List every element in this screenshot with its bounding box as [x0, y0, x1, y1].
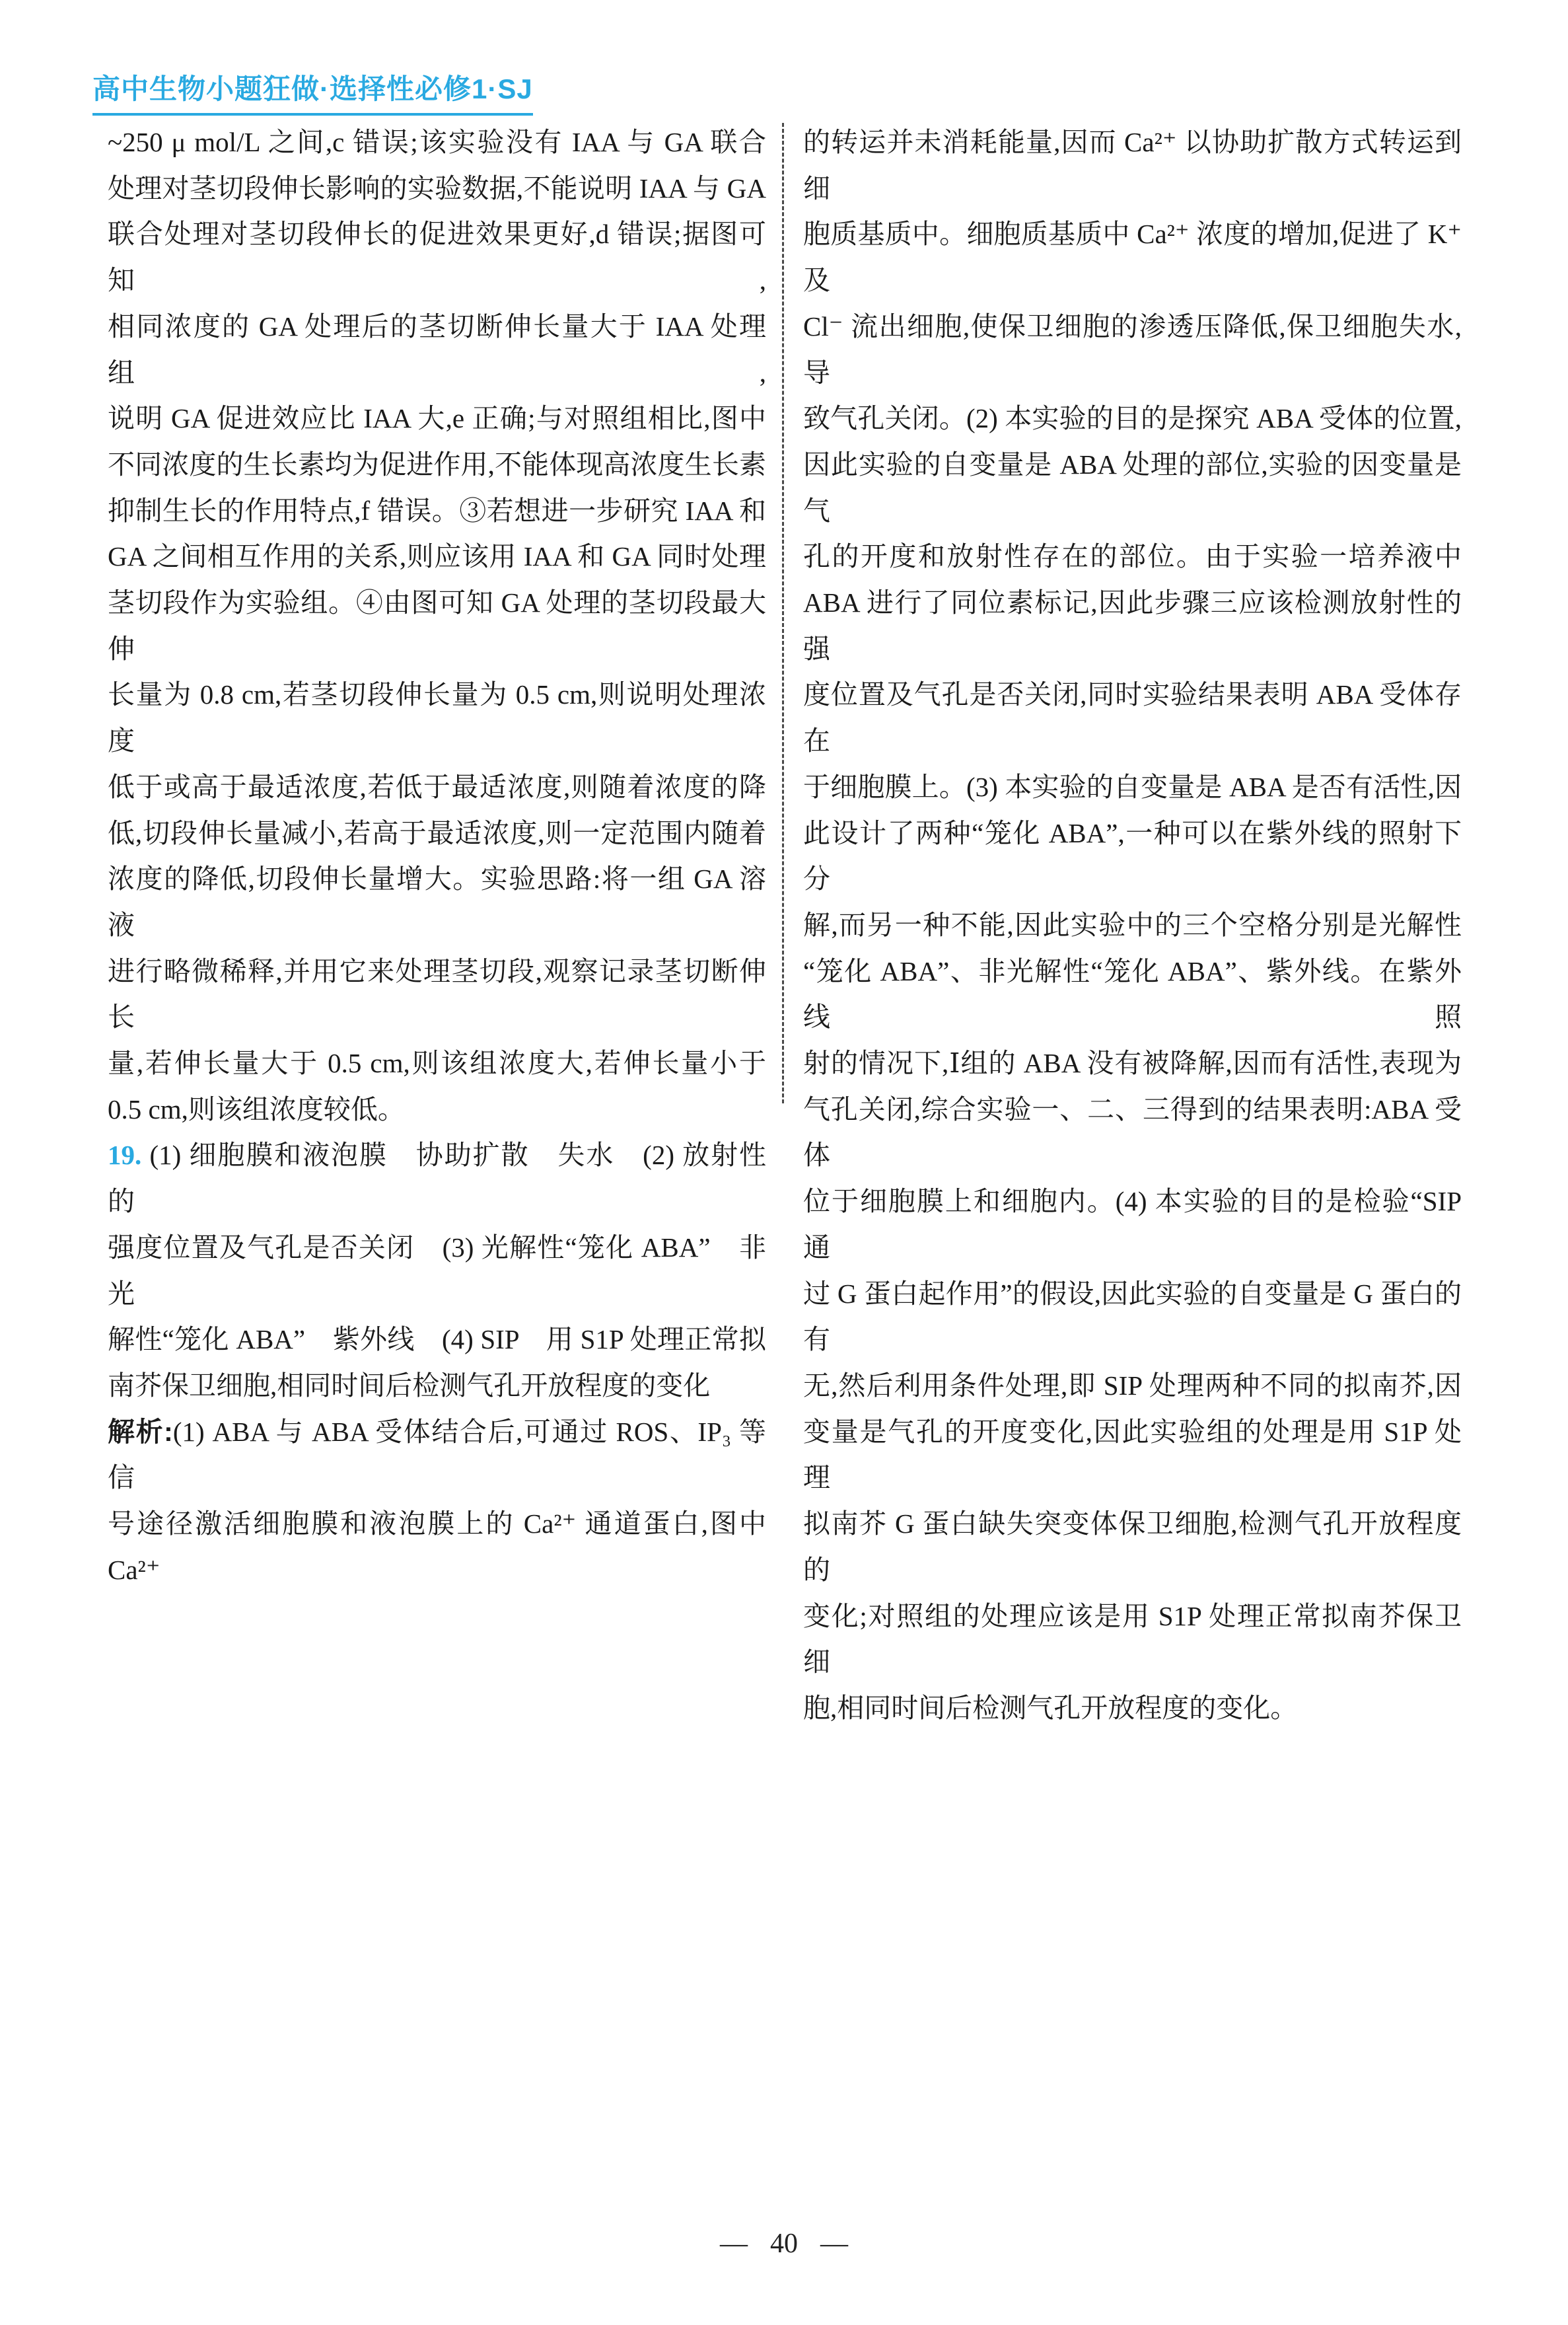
text-line: 的转运并未消耗能量,因而 Ca²⁺ 以协助扩散方式转运到细 — [803, 127, 1462, 203]
text-line: 抑制生长的作用特点,f 错误。③若想进一步研究 IAA 和 — [108, 495, 766, 526]
text-line: 因此实验的自变量是 ABA 处理的部位,实验的因变量是气 — [803, 449, 1462, 526]
text-line: 量,若伸长量大于 0.5 cm,则该组浓度大,若伸长量小于 — [108, 1048, 766, 1079]
text-line: 孔的开度和放射性存在的部位。由于实验一培养液中 — [803, 541, 1462, 572]
text-line: 此设计了两种“笼化 ABA”,一种可以在紫外线的照射下分 — [803, 817, 1462, 895]
left-column — [108, 120, 766, 1594]
text-line: 度位置及气孔是否关闭,同时实验结果表明 ABA 受体存在 — [803, 679, 1462, 757]
text-line: 拟南芥 G 蛋白缺失突变体保卫细胞,检测气孔开放程度的 — [803, 1508, 1462, 1585]
text-line: 胞质基质中。细胞质基质中 Ca²⁺ 浓度的增加,促进了 K⁺ 及 — [803, 219, 1462, 296]
text-line: 不同浓度的生长素均为促进作用,不能体现高浓度生长素 — [108, 449, 766, 480]
text-line: 无,然后利用条件处理,即 SIP 处理两种不同的拟南芥,因 — [803, 1370, 1462, 1401]
column-divider — [782, 123, 784, 1103]
text-line: 处理对茎切段伸长影响的实验数据,不能说明 IAA 与 GA — [108, 172, 766, 203]
text-line: 南芥保卫细胞,相同时间后检测气孔开放程度的变化 — [108, 1370, 711, 1401]
text-line: 联合处理对茎切段伸长的促进效果更好,d 错误;据图可知, — [108, 219, 766, 296]
text-line: GA 之间相互作用的关系,则应该用 IAA 和 GA 同时处理 — [108, 541, 766, 572]
text-line: 号途径激活细胞膜和液泡膜上的 Ca²⁺ 通道蛋白,图中 Ca²⁺ — [108, 1508, 766, 1585]
footer-page-number: 40 — [770, 2229, 798, 2259]
text-line: 长量为 0.8 cm,若茎切段伸长量为 0.5 cm,则说明处理浓度 — [108, 679, 766, 757]
text-line: 解,而另一种不能,因此实验中的三个空格分别是光解性 — [803, 909, 1462, 940]
text-line: “笼化 ABA”、非光解性“笼化 ABA”、紫外线。在紫外线照 — [803, 955, 1462, 1033]
text-line: 过 G 蛋白起作用”的假设,因此实验的自变量是 G 蛋白的有 — [803, 1278, 1462, 1355]
text-line: 位于细胞膜上和细胞内。(4) 本实验的目的是检验“SIP 通 — [803, 1186, 1462, 1263]
text-line: 变化;对照组的处理应该是用 S1P 处理正常拟南芥保卫细 — [803, 1600, 1462, 1678]
text-line: 解析:(1) ABA 与 ABA 受体结合后,可通过 ROS、IP₃ 等信 — [108, 1416, 767, 1493]
text-line: 进行略微稀释,并用它来处理茎切段,观察记录茎切断伸长 — [108, 955, 766, 1033]
text-line: 致气孔关闭。(2) 本实验的目的是探究 ABA 受体的位置, — [803, 403, 1462, 434]
text-line: Cl⁻ 流出细胞,使保卫细胞的渗透压降低,保卫细胞失水,导 — [803, 311, 1462, 388]
text-line: 强度位置及气孔是否关闭 (3) 光解性“笼化 ABA” 非光 — [108, 1232, 766, 1309]
text-line: 浓度的降低,切段伸长量增大。实验思路:将一组 GA 溶液 — [108, 864, 766, 940]
text-line: 0.5 cm,则该组浓度较低。 — [108, 1093, 405, 1125]
question-number: 19. — [108, 1140, 150, 1171]
text-line: ~250 μ mol/L 之间,c 错误;该实验没有 IAA 与 GA 联合 — [108, 127, 766, 157]
text-line: 茎切段作为实验组。④由图可知 GA 处理的茎切段最大伸 — [108, 587, 766, 664]
text-line: ABA 进行了同位素标记,因此步骤三应该检测放射性的强 — [803, 587, 1462, 664]
text-line: 变量是气孔的开度变化,因此实验组的处理是用 S1P 处理 — [803, 1416, 1462, 1493]
text-line: 射的情况下,Ⅰ组的 ABA 没有被降解,因而有活性,表现为 — [803, 1048, 1462, 1079]
footer-dash-left: — — [720, 2229, 748, 2259]
text-line: 胞,相同时间后检测气孔开放程度的变化。 — [803, 1692, 1298, 1723]
page-header-title: 高中生物小题狂做·选择性必修1·SJ — [92, 67, 533, 116]
text-line: 低于或高于最适浓度,若低于最适浓度,则随着浓度的降 — [108, 771, 766, 802]
page-footer — [0, 2228, 1568, 2260]
text-line: 气孔关闭,综合实验一、二、三得到的结果表明:ABA 受体 — [803, 1093, 1462, 1171]
text-line: 19. (1) 细胞膜和液泡膜 协助扩散 失水 (2) 放射性的 — [108, 1140, 767, 1217]
text-line: 说明 GA 促进效应比 IAA 大,e 正确;与对照组相比,图中 — [108, 403, 766, 434]
text-line: 解性“笼化 ABA” 紫外线 (4) SIP 用 S1P 处理正常拟 — [108, 1324, 766, 1355]
right-column — [803, 120, 1462, 1732]
text-line: 相同浓度的 GA 处理后的茎切断伸长量大于 IAA 处理组, — [108, 311, 766, 388]
footer-dash-right: — — [820, 2229, 848, 2259]
text-line: 低,切段伸长量减小,若高于最适浓度,则一定范围内随着 — [108, 817, 766, 848]
analysis-label: 解析: — [108, 1416, 173, 1447]
text-line: 于细胞膜上。(3) 本实验的自变量是 ABA 是否有活性,因 — [803, 771, 1462, 802]
